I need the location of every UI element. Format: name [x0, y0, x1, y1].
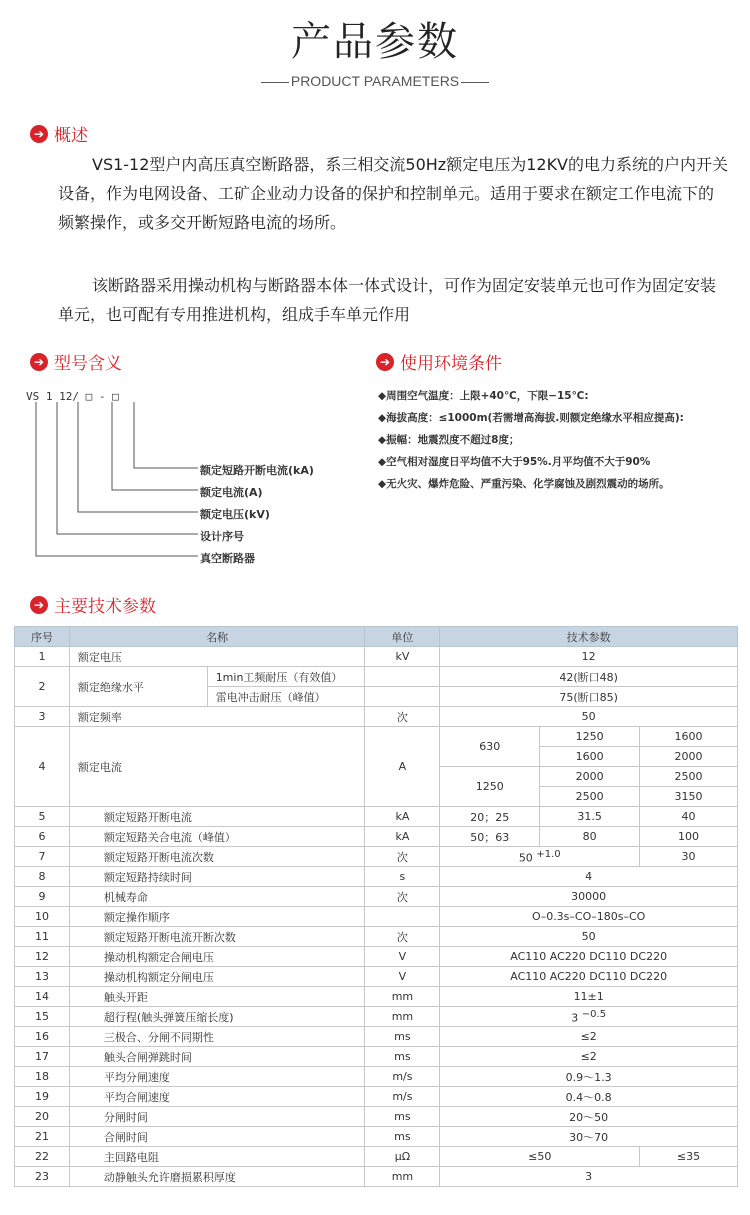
- page-subtitle: PRODUCT PARAMETERS: [0, 73, 750, 89]
- table-cell: 12: [15, 947, 70, 967]
- table-cell: 12: [440, 647, 738, 667]
- arrow-right-icon: ➔: [30, 353, 48, 371]
- table-cell: ≤50: [440, 1147, 640, 1167]
- column-header: 技术参数: [440, 627, 738, 647]
- table-cell: mm: [365, 987, 440, 1007]
- table-cell: 额定操作顺序: [69, 907, 365, 927]
- table-row: [15, 967, 738, 987]
- environment-item: ◆海拔高度：≤1000m(若需增高海拔.则额定绝缘水平相应提高):: [378, 412, 684, 424]
- table-cell: ms: [365, 1127, 440, 1147]
- specs-table: [14, 626, 738, 1187]
- overview-heading: ➔ 概述: [30, 121, 88, 146]
- table-cell: 1250: [440, 767, 540, 807]
- table-row: [15, 827, 738, 847]
- table-row: [15, 1027, 738, 1047]
- table-cell: ≤35: [640, 1147, 738, 1167]
- table-row: [15, 1007, 738, 1027]
- table-cell: V: [365, 947, 440, 967]
- table-cell: 20～50: [440, 1107, 738, 1127]
- page-title: 产品参数: [291, 19, 459, 65]
- table-cell: 触头合闸弹跳时间: [69, 1047, 365, 1067]
- table-row: [15, 1167, 738, 1187]
- table-cell: 额定短路持续时间: [69, 867, 365, 887]
- column-header: 单位: [365, 627, 440, 647]
- table-cell: 操动机构额定合闸电压: [69, 947, 365, 967]
- table-cell: 0.9～1.3: [440, 1067, 738, 1087]
- table-row: [15, 1147, 738, 1167]
- table-cell: 50: [440, 707, 738, 727]
- table-row: [15, 1107, 738, 1127]
- table-cell: 1min工频耐压（有效值）: [207, 667, 365, 687]
- table-cell: 80: [540, 827, 640, 847]
- table-cell: 50: [440, 927, 738, 947]
- table-cell: 2000: [540, 767, 640, 787]
- table-cell: 雷电冲击耐压（峰值）: [207, 687, 365, 707]
- table-cell: 4: [15, 727, 70, 807]
- table-cell: 次: [365, 887, 440, 907]
- table-cell: 触头开距: [69, 987, 365, 1007]
- table-cell: 2500: [640, 767, 738, 787]
- table-cell: 1600: [540, 747, 640, 767]
- table-cell: 三极合、分闸不同期性: [69, 1027, 365, 1047]
- table-cell: 14: [15, 987, 70, 1007]
- column-header: 名称: [69, 627, 365, 647]
- table-cell: AC110 AC220 DC110 DC220: [440, 967, 738, 987]
- table-cell: 次: [365, 927, 440, 947]
- specs-heading: ➔ 主要技术参数: [30, 592, 156, 617]
- environment-item: ◆无火灾、爆炸危险、严重污染、化学腐蚀及剧烈震动的场所。: [378, 478, 670, 490]
- table-cell: 合闸时间: [69, 1127, 365, 1147]
- table-cell: m/s: [365, 1067, 440, 1087]
- overview-paragraph-1: VS1-12型户内高压真空断路器，系三相交流50Hz额定电压为12KV的电力系统的户内开关设备，作为电网设备、工矿企业动力设备的保护和控制单元。适用于要求在额定工作电流下的频繁操作，或多交开断短路电流的场所。: [58, 155, 729, 232]
- table-cell: 20: [15, 1107, 70, 1127]
- table-row: [15, 707, 738, 727]
- table-row: [15, 1087, 738, 1107]
- table-row: [15, 1047, 738, 1067]
- table-cell: kA: [365, 807, 440, 827]
- table-row: [15, 807, 738, 827]
- table-row: [15, 947, 738, 967]
- table-row: [15, 1127, 738, 1147]
- table-cell: 7: [15, 847, 70, 867]
- table-cell: 18: [15, 1067, 70, 1087]
- table-cell: m/s: [365, 1087, 440, 1107]
- table-cell: 16: [15, 1027, 70, 1047]
- table-cell: μΩ: [365, 1147, 440, 1167]
- table-cell: 30: [640, 847, 738, 867]
- table-cell: 额定绝缘水平: [69, 667, 207, 707]
- model-label-design-no: 设计序号: [200, 530, 244, 543]
- table-cell: 操动机构额定分闸电压: [69, 967, 365, 987]
- table-cell: 次: [365, 707, 440, 727]
- table-cell: AC110 AC220 DC110 DC220: [440, 947, 738, 967]
- table-cell: 次: [365, 847, 440, 867]
- arrow-right-icon: ➔: [376, 353, 394, 371]
- table-cell: 分闸时间: [69, 1107, 365, 1127]
- table-cell: 3150: [640, 787, 738, 807]
- table-cell: 23: [15, 1167, 70, 1187]
- table-cell: 2500: [540, 787, 640, 807]
- model-label-rated-current: 额定电流(A): [200, 486, 263, 499]
- table-cell: O–0.3s–CO–180s–CO: [440, 907, 738, 927]
- model-diagram: [30, 398, 200, 568]
- table-cell: 主回路电阻: [69, 1147, 365, 1167]
- environment-item: ◆空气相对湿度日平均值不大于95%.月平均值不大于90%: [378, 456, 651, 468]
- table-cell: 17: [15, 1047, 70, 1067]
- table-cell: ms: [365, 1047, 440, 1067]
- table-cell: 19: [15, 1087, 70, 1107]
- table-cell: 6: [15, 827, 70, 847]
- table-row: [15, 867, 738, 887]
- table-cell: s: [365, 867, 440, 887]
- table-row: [15, 647, 738, 667]
- model-code: VS 1 12/ □ - □: [26, 390, 119, 403]
- table-cell: 50 $^{+1.0}$: [440, 847, 640, 867]
- table-cell: 2000: [640, 747, 738, 767]
- table-cell: 额定短路关合电流（峰值）: [69, 827, 365, 847]
- environment-item: ◆周围空气温度：上限+40℃，下限−15℃:: [378, 390, 589, 402]
- column-header: 序号: [15, 627, 70, 647]
- table-cell: 2: [15, 667, 70, 707]
- table-row: [15, 847, 738, 867]
- table-cell: kA: [365, 827, 440, 847]
- arrow-right-icon: ➔: [30, 596, 48, 614]
- environment-heading: ➔ 使用环境条件: [376, 349, 502, 374]
- table-cell: 额定短路开断电流开断次数: [69, 927, 365, 947]
- table-cell: A: [365, 727, 440, 807]
- table-cell: ≤2: [440, 1047, 738, 1067]
- table-cell: 1250: [540, 727, 640, 747]
- model-label-rated-voltage: 额定电压(kV): [200, 508, 270, 521]
- table-cell: 机械寿命: [69, 887, 365, 907]
- table-cell: 31.5: [540, 807, 640, 827]
- table-row: [15, 987, 738, 1007]
- table-cell: 50；63: [440, 827, 540, 847]
- model-label-vacuum-breaker: 真空断路器: [200, 552, 255, 565]
- table-cell: mm: [365, 1007, 440, 1027]
- model-label-breaking-current: 额定短路开断电流(kA): [200, 464, 314, 477]
- table-cell: 42(断口48): [440, 667, 738, 687]
- table-cell: 22: [15, 1147, 70, 1167]
- table-cell: 75(断口85): [440, 687, 738, 707]
- table-cell: kV: [365, 647, 440, 667]
- table-cell: 额定短路开断电流: [69, 807, 365, 827]
- table-cell: 0.4～0.8: [440, 1087, 738, 1107]
- table-cell: ms: [365, 1107, 440, 1127]
- table-row: [15, 907, 738, 927]
- table-cell: 额定频率: [69, 707, 365, 727]
- table-cell: 8: [15, 867, 70, 887]
- environment-item: ◆振幅：地震烈度不超过8度；: [378, 434, 520, 446]
- table-row: [15, 927, 738, 947]
- table-row: [15, 887, 738, 907]
- table-cell: 1600: [640, 727, 738, 747]
- table-cell: 10: [15, 907, 70, 927]
- table-cell: 3 $^{-0.5}$: [440, 1007, 738, 1027]
- table-cell: 11: [15, 927, 70, 947]
- table-cell: 3: [15, 707, 70, 727]
- table-cell: [365, 687, 440, 707]
- table-cell: 超行程(触头弹簧压缩长度): [69, 1007, 365, 1027]
- table-cell: 额定电压: [69, 647, 365, 667]
- table-cell: 20；25: [440, 807, 540, 827]
- table-cell: V: [365, 967, 440, 987]
- table-cell: 30～70: [440, 1127, 738, 1147]
- table-header-row: [15, 627, 738, 647]
- table-row: [15, 667, 738, 687]
- overview-paragraph-2: 该断路器采用操动机构与断路器本体一体式设计，可作为固定安装单元也可作为固定安装单元，也可配有专用推进机构，组成手车单元作用: [58, 276, 717, 324]
- table-cell: [365, 667, 440, 687]
- table-cell: 额定电流: [69, 727, 365, 807]
- environment-list: [378, 385, 738, 495]
- table-cell: 15: [15, 1007, 70, 1027]
- table-cell: 5: [15, 807, 70, 827]
- model-heading: ➔ 型号含义: [30, 349, 122, 374]
- table-cell: 9: [15, 887, 70, 907]
- table-cell: mm: [365, 1167, 440, 1187]
- table-row: [15, 1067, 738, 1087]
- table-cell: 4: [440, 867, 738, 887]
- table-cell: 平均合闸速度: [69, 1087, 365, 1107]
- table-cell: 平均分闸速度: [69, 1067, 365, 1087]
- table-cell: 40: [640, 807, 738, 827]
- table-cell: ≤2: [440, 1027, 738, 1047]
- table-cell: ms: [365, 1027, 440, 1047]
- table-cell: 动静触头允许磨损累积厚度: [69, 1167, 365, 1187]
- table-cell: 100: [640, 827, 738, 847]
- table-cell: 30000: [440, 887, 738, 907]
- table-cell: 11±1: [440, 987, 738, 1007]
- table-cell: 3: [440, 1167, 738, 1187]
- table-cell: 额定短路开断电流次数: [69, 847, 365, 867]
- table-cell: [365, 907, 440, 927]
- arrow-right-icon: ➔: [30, 125, 48, 143]
- table-row: [15, 727, 738, 747]
- table-cell: 1: [15, 647, 70, 667]
- table-cell: 21: [15, 1127, 70, 1147]
- table-cell: 630: [440, 727, 540, 767]
- table-cell: 13: [15, 967, 70, 987]
